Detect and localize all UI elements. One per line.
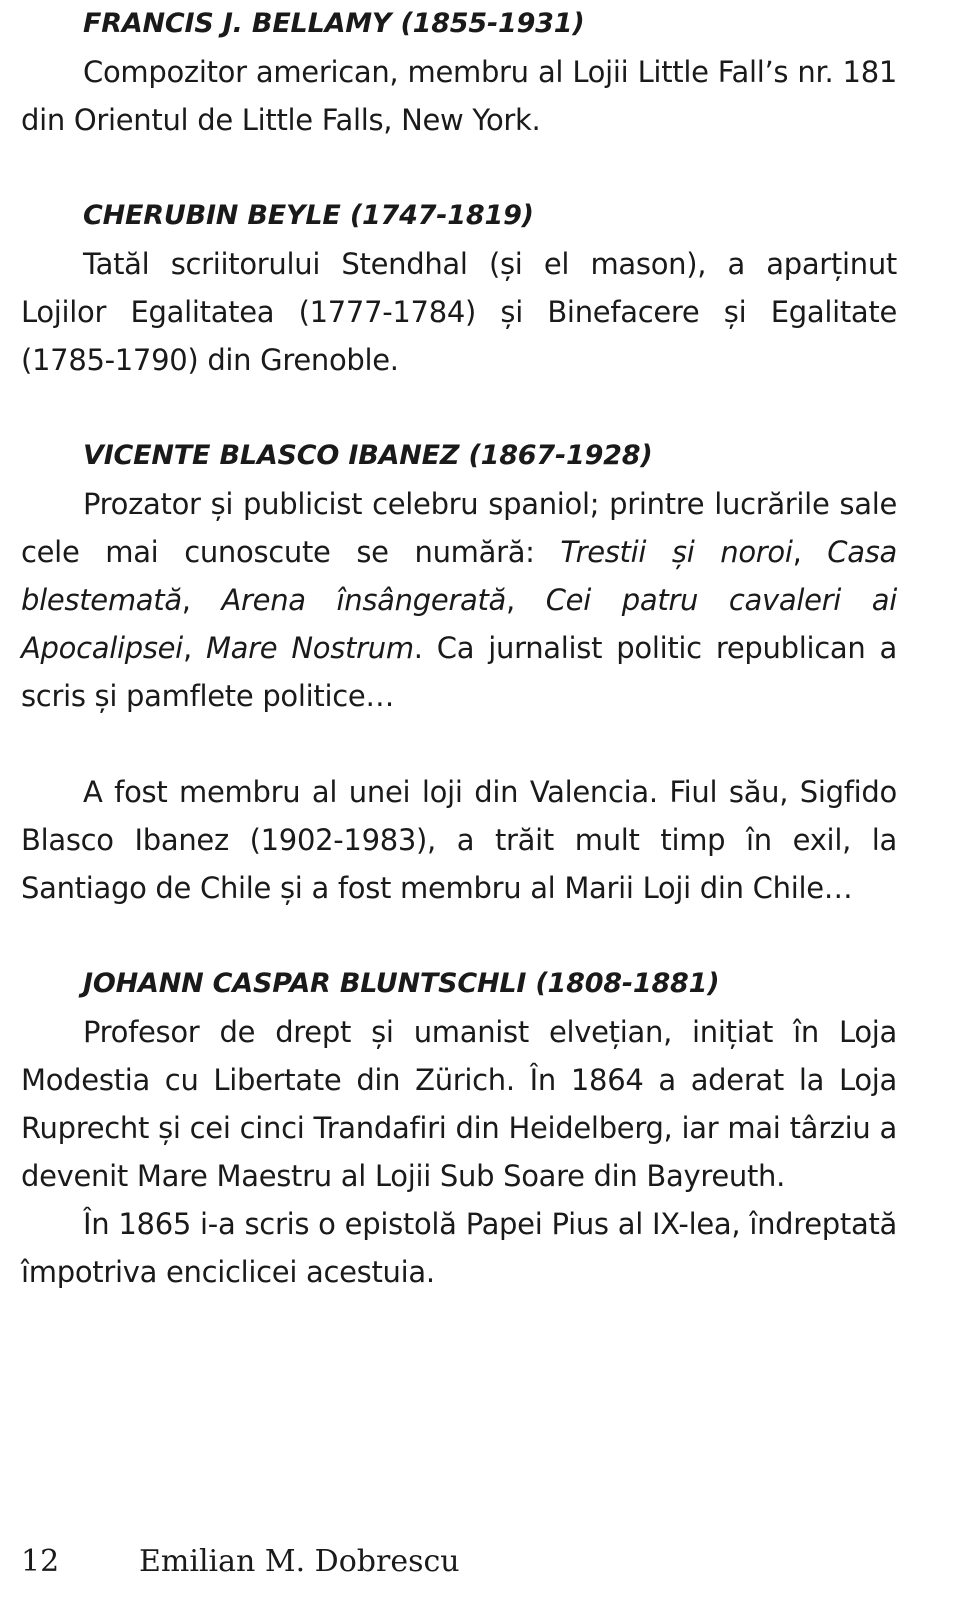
page-footer: [21, 1538, 460, 1586]
entry-title: CHERUBIN BEYLE (1747-1819): [83, 200, 534, 231]
separator: ,: [792, 535, 828, 569]
footer-author: Emilian M. Dobrescu: [139, 1544, 460, 1579]
page-number: 12: [21, 1544, 60, 1579]
separator: ,: [182, 631, 206, 665]
entry-paragraph: Compozitor american, membru al Lojii Little Fall’s nr. 181 din Orientul de Little Falls, New York.: [21, 55, 897, 137]
entry-bellamy: [21, 0, 897, 144]
text-segment: Prozator și publicist celebru spaniol; printre lucrările sale cele mai cunoscute se numără:: [21, 487, 897, 569]
entry-paragraph: Tatăl scriitorului Stendhal (și el mason), a aparținut Lojilor Egalitatea (1777-1784) și Binefacere și Egalitate (1785-1790) din Grenoble.: [21, 247, 897, 377]
entry-title: VICENTE BLASCO IBANEZ (1867-1928): [83, 440, 653, 471]
book-title: Casa blestemată: [21, 535, 897, 617]
book-title: Mare Nostrum: [205, 631, 414, 665]
entry-paragraph: În 1865 i-a scris o epistolă Papei Pius al IX-lea, îndreptată împotriva enciclicei acestuia.: [21, 1207, 897, 1289]
entry-paragraph: [21, 480, 897, 720]
separator: ,: [506, 583, 546, 617]
entry-bluntschli: [21, 960, 897, 1296]
entry-paragraph: Profesor de drept și umanist elvețian, inițiat în Loja Modestia cu Libertate din Zürich. În 1864 a aderat la Loja Ruprecht și cei cinci Trandafiri din Heidelberg, iar mai târziu a devenit Mare Maestru al Lojii Sub Soare din Bayreuth.: [21, 1015, 897, 1193]
entry-paragraph: A fost membru al unei loji din Valencia. Fiul său, Sigfido Blasco Ibanez (1902-1983), a trăit mult timp în exil, la Santiago de Chile și a fost membru al Marii Loji din Chile…: [21, 775, 897, 905]
entry-beyle: [21, 192, 897, 384]
entry-title: FRANCIS J. BELLAMY (1855-1931): [83, 8, 585, 39]
entry-title: JOHANN CASPAR BLUNTSCHLI (1808-1881): [83, 968, 720, 999]
page-body: [21, 0, 897, 1296]
book-title: Trestii și noroi: [560, 535, 793, 569]
book-title: Arena însângerată: [221, 583, 507, 617]
entry-ibanez: [21, 432, 897, 912]
text-segment: . Ca jurnalist politic republican a scris și pamflete politice…: [21, 631, 897, 713]
separator: ,: [181, 583, 222, 617]
book-title: Cei patru cavaleri ai Apocalipsei: [21, 583, 898, 665]
